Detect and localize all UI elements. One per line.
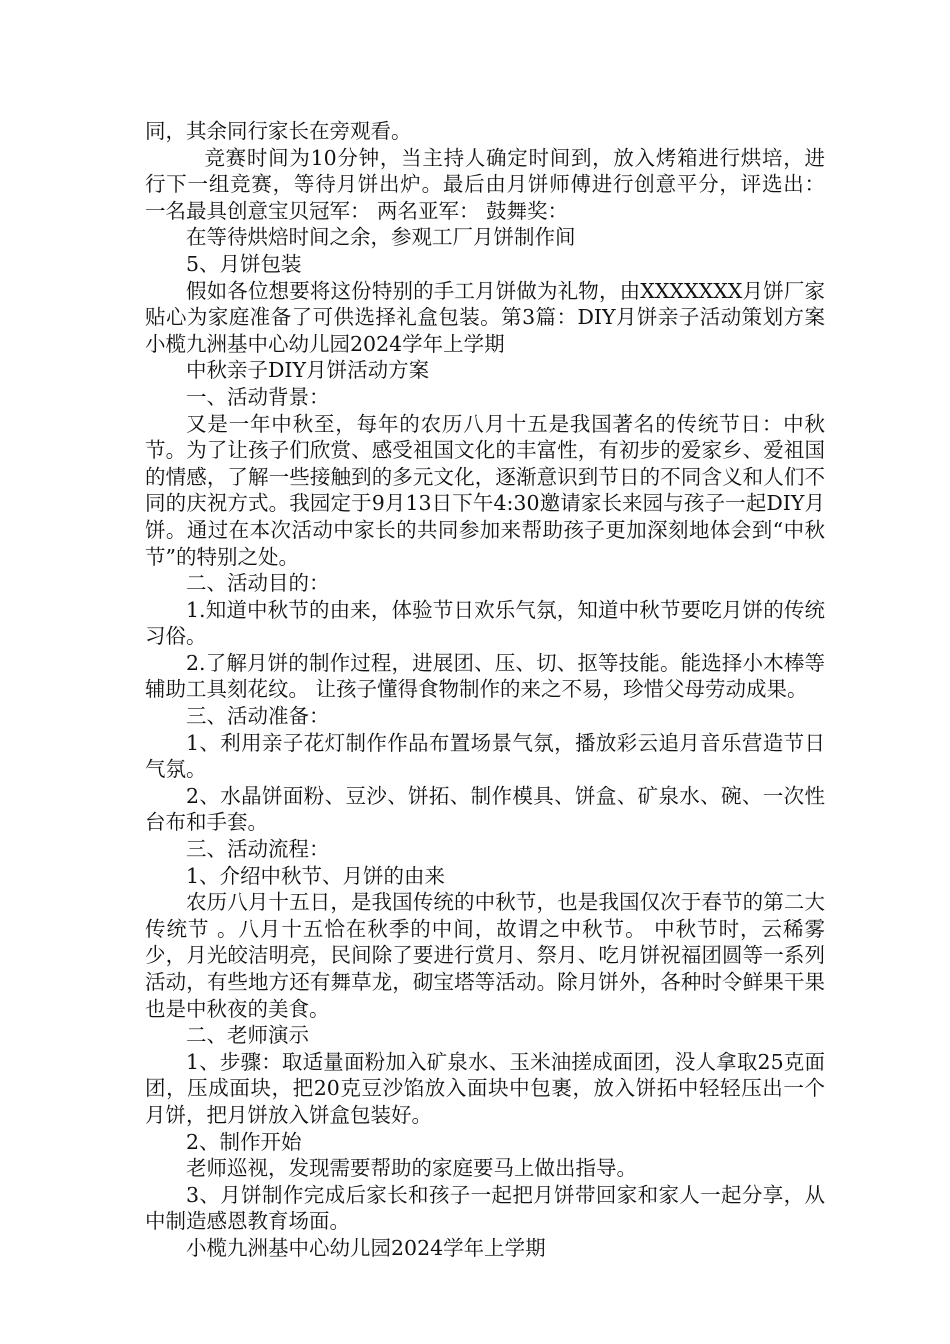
paragraph-preparation-2: 2、水晶饼面粉、豆沙、饼拓、制作模具、饼盒、矿泉水、碗、一次性台布和手套。 bbox=[145, 783, 825, 835]
paragraph-purpose-1: 1.知道中秋节的由来，体验节日欢乐气氛，知道中秋节要吃月饼的传统习俗。 bbox=[145, 597, 825, 649]
heading-start-making: 2、制作开始 bbox=[186, 1129, 302, 1154]
paragraph-visit-factory: 在等待烘焙时间之余，参观工厂月饼制作间 bbox=[186, 225, 576, 250]
heading-process: 三、活动流程： bbox=[186, 837, 330, 862]
heading-teacher-demo: 二、老师演示 bbox=[186, 1023, 309, 1048]
paragraph-share: 3、月饼制作完成后家长和孩子一起把月饼带回家和家人一起分享，从中制造感恩教育场面。 bbox=[145, 1182, 825, 1234]
paragraph-steps: 1、步骤：取适量面粉加入矿泉水、玉米油搓成面团，没人拿取25克面团，压成面块，把20克豆沙馅放入面块中包裹，放入饼拓中轻轻压出一个月饼，把月饼放入饼盒包装好。 bbox=[145, 1049, 825, 1127]
paragraph-teacher-patrol: 老师巡视，发现需要帮助的家庭要马上做出指导。 bbox=[186, 1156, 637, 1181]
paragraph-competition-time: 竞赛时间为10分钟，当主持人确定时间到，放入烤箱进行烘培，进行下一组竞赛，等待月饼出炉。最后由月饼师傅进行创意平分，评选出： 一名最具创意宝贝冠军： 两名亚军： 鼓舞奖： bbox=[145, 145, 825, 223]
document-page bbox=[145, 118, 825, 1262]
paragraph-background: 又是一年中秋至，每年的农历八月十五是我国著名的传统节日：中秋节。为了让孩子们欣赏、感受祖国文化的丰富性，有初步的爱家乡、爱祖国的情感，了解一些接触到的多元文化，逐渐意识到节日的不同含义和人们不同的庆祝方式。我园定于9月13日下午4:30邀请家长来园与孩子一起DIY月饼。通过在本次活动中家长的共同参加来帮助孩子更加深刻地体会到“中秋节”的特别之处。 bbox=[145, 411, 825, 569]
heading-preparation: 三、活动准备： bbox=[186, 704, 330, 729]
paragraph-gift-packaging: 假如各位想要将这份特别的手工月饼做为礼物，由XXXXXXX月饼厂家 贴心为家庭准备了可供选择礼盒包装。第3篇：DIY月饼亲子活动策划方案小榄九洲基中心幼儿园2024学年上学期 bbox=[145, 278, 825, 356]
heading-purpose: 二、活动目的： bbox=[186, 571, 330, 596]
heading-mooncake-packaging: 5、月饼包装 bbox=[186, 251, 302, 276]
paragraph-preparation-1: 1、利用亲子花灯制作作品布置场景气氛，播放彩云追月音乐营造节日气氛。 bbox=[145, 730, 825, 782]
heading-activity-plan: 中秋亲子DIY月饼活动方案 bbox=[186, 358, 430, 383]
heading-background: 一、活动背景： bbox=[186, 384, 330, 409]
heading-origin: 1、介绍中秋节、月饼的由来 bbox=[186, 863, 446, 888]
paragraph-signature: 小榄九洲基中心幼儿园2024学年上学期 bbox=[186, 1235, 546, 1260]
paragraph-origin: 农历八月十五日，是我国传统的中秋节，也是我国仅次于春节的第二大传统节 。八月十五恰在秋季的中间，故谓之中秋节。 中秋节时，云稀雾少，月光皎洁明亮，民间除了要进行赏月、祭月、吃月饼祝福团圆等一系列活动，有些地方还有舞草龙，砌宝塔等活动。除月饼外，各种时令鲜果干果也是中秋夜的美食。 bbox=[145, 890, 825, 1021]
paragraph-purpose-2: 2.了解月饼的制作过程，进展团、压、切、抠等技能。能选择小木棒等辅助工具刻花纹。 让孩子懂得食物制作的来之不易，珍惜父母劳动成果。 bbox=[145, 650, 825, 702]
paragraph-continuation: 同，其余同行家长在旁观看。 bbox=[145, 119, 412, 143]
